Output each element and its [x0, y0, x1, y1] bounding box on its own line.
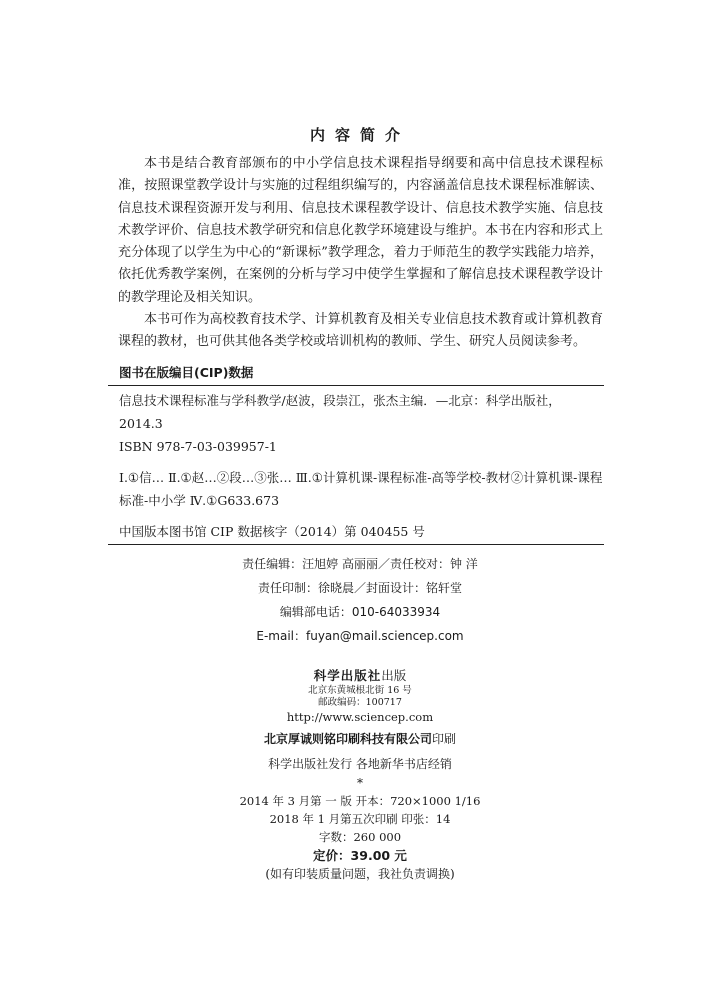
- summary-text: [118, 153, 603, 354]
- cip-classification: Ⅰ.①信… Ⅱ.①赵…②段…③张… Ⅲ.①计算机课-课程标准-高等学校-教材②计算机课-课程标准-中小学 Ⅳ.①G633.673: [119, 470, 603, 508]
- editor-line: 责任印制：徐晓晨／封面设计：铭轩堂: [257, 581, 462, 595]
- printing-line: 2018 年 1 月第五次印刷 印张：14: [269, 812, 451, 826]
- edition-line: 2014 年 3 月第 一 版 开本：720×1000 1/16: [239, 794, 481, 808]
- publisher-info: [0, 685, 720, 709]
- separator-star: *: [357, 776, 363, 790]
- summary-paragraph: 本书可作为高校教育技术学、计算机教育及相关专业信息技术教育或计算机教育课程的教材，也可供其他各类学校或培训机构的教师、学生、研究人员阅读参考。: [118, 312, 603, 350]
- editorial-phone: 编辑部电话：010-64033934: [279, 605, 441, 619]
- divider: [108, 544, 604, 545]
- distribution: 科学出版社发行 各地新华书店经销: [268, 757, 452, 771]
- cip-bibliographic: 信息技术课程标准与学科教学/赵波，段崇江，张杰主编．—北京：科学出版社，2014.3: [119, 393, 561, 431]
- publisher-postcode: 邮政编码：100717: [318, 697, 402, 708]
- editor-line: 责任编辑：汪旭婷 高丽丽／责任校对：钟 洋: [242, 557, 478, 571]
- printer-suffix: 印刷: [432, 732, 457, 746]
- editorial-email: E-mail：fuyan@mail.sciencep.com: [256, 629, 464, 643]
- price: 定价：39.00 元: [313, 848, 407, 863]
- printer-name: 北京厚诚则铭印刷科技有限公司: [263, 732, 432, 746]
- publisher-name: 科学出版社: [313, 668, 382, 683]
- cip-record: 中国版本图书馆 CIP 数据核字（2014）第 040455 号: [119, 524, 425, 539]
- divider: [108, 385, 604, 386]
- summary-title: 内容简介: [309, 126, 410, 144]
- publisher-url: http://www.sciencep.com: [286, 710, 434, 724]
- edition-specs: [0, 792, 720, 846]
- publisher-address: 北京东黄城根北街 16 号: [308, 685, 412, 696]
- return-notice: (如有印装质量问题，我社负责调换): [265, 867, 455, 881]
- word-count: 字数：260 000: [318, 830, 402, 844]
- cip-isbn: ISBN 978-7-03-039957-1: [119, 439, 277, 454]
- summary-paragraph: 本书是结合教育部颁布的中小学信息技术课程指导纲要和高中信息技术课程标准，按照课堂教学设计与实施的过程组织编写的，内容涵盖信息技术课程标准解读、信息技术课程资源开发与利用、信息技术课程教学设计、信息技术教学实施、信息技术教学评价、信息技术教学研究和信息化教学环境建设与维护。本书在内容和形式上充分体现了以学生为中心的“新课标”教学理念，着力于师范生的教学实践能力培养，依托优秀教学案例，在案例的分析与学习中使学生掌握和了解信息技术课程教学设计的教学理论及相关知识。: [118, 156, 603, 305]
- editor-credits: [0, 552, 720, 648]
- cip-heading: 图书在版编目(CIP)数据: [119, 365, 254, 380]
- publisher-line: [0, 666, 720, 684]
- publisher-suffix: 出版: [381, 668, 407, 683]
- cip-data: [119, 389, 604, 543]
- printer-line: [0, 730, 720, 747]
